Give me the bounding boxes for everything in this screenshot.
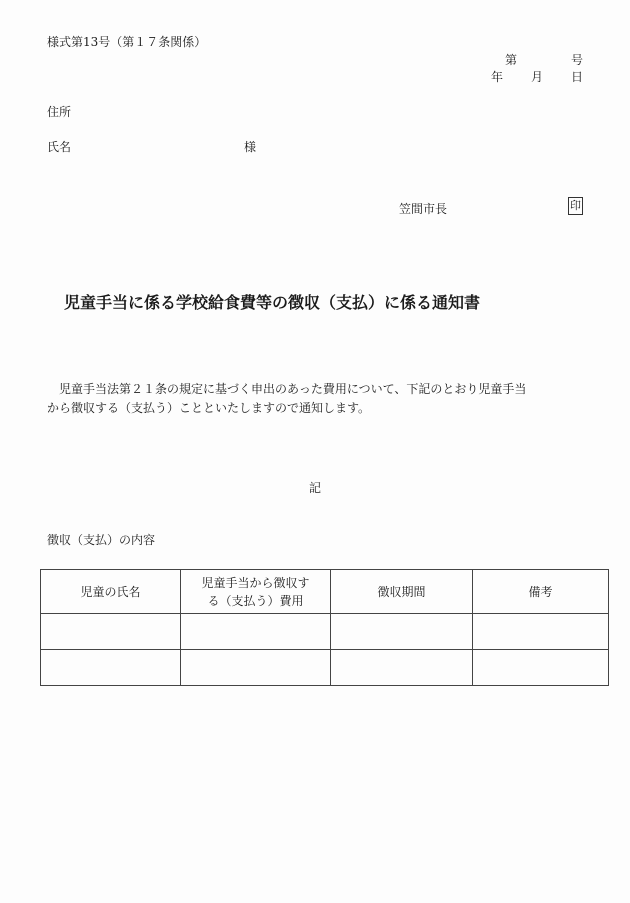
notice-body xyxy=(47,380,577,418)
table-header-row xyxy=(41,570,609,614)
cell-period xyxy=(331,614,473,650)
cell-child-name xyxy=(41,614,181,650)
notice-body-line-1: 児童手当法第２１条の規定に基づく申出のあった費用について、下記のとおり児童手当 xyxy=(47,382,527,396)
header-period: 徴収期間 xyxy=(331,570,473,614)
table-caption: 徴収（支払）の内容 xyxy=(47,533,156,547)
header-remarks: 備考 xyxy=(473,570,609,614)
seal-mark: 印 xyxy=(568,197,583,215)
header-child-name: 児童の氏名 xyxy=(41,570,181,614)
collection-detail-table xyxy=(40,569,609,686)
table-row xyxy=(41,650,609,686)
form-number: 様式第13号（第１７条関係） xyxy=(47,35,207,49)
header-fee-line-2: る（支払う）費用 xyxy=(207,593,304,608)
record-mark: 記 xyxy=(309,481,322,495)
mayor-title: 笠間市長 xyxy=(399,202,448,216)
notice-body-line-2: から徴収する（支払う）ことといたしますので通知します。 xyxy=(47,401,371,415)
cell-remarks xyxy=(473,614,609,650)
address-label: 住所 xyxy=(47,105,72,119)
document-title: 児童手当に係る学校給食費等の徴収（支払）に係る通知書 xyxy=(64,293,481,312)
name-label: 氏名 xyxy=(47,140,72,154)
header-fee-line-1: 児童手当から徴収す xyxy=(201,575,310,590)
cell-child-name xyxy=(41,650,181,686)
header-fee xyxy=(181,570,331,614)
cell-fee xyxy=(181,650,331,686)
document-number-suffix: 号 xyxy=(571,53,584,67)
cell-remarks xyxy=(473,650,609,686)
honorific-sama: 様 xyxy=(244,140,257,154)
table-row xyxy=(41,614,609,650)
document-number-label: 第 xyxy=(505,53,518,67)
date-year-label: 年 xyxy=(491,70,504,84)
date-month-label: 月 xyxy=(531,70,544,84)
date-day-label: 日 xyxy=(571,70,584,84)
cell-fee xyxy=(181,614,331,650)
cell-period xyxy=(331,650,473,686)
